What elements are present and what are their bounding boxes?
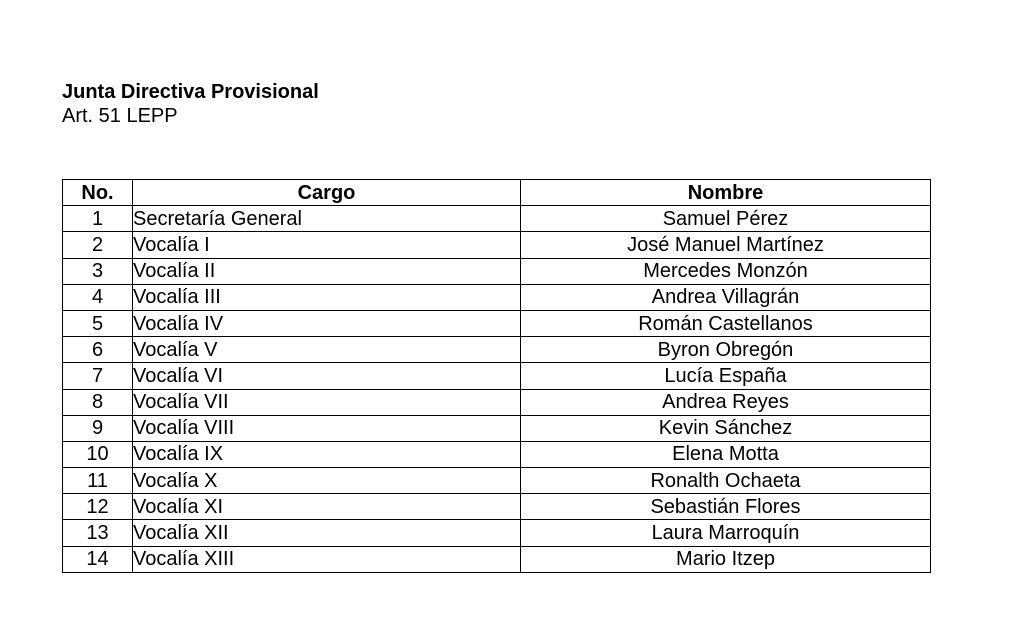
table-row: [63, 520, 931, 546]
cell-nombre: Byron Obregón: [521, 337, 931, 363]
cell-no: 4: [63, 284, 133, 310]
document-title: Junta Directiva Provisional: [62, 81, 319, 103]
cell-nombre: Andrea Villagrán: [521, 284, 931, 310]
table-row: [63, 284, 931, 310]
cell-nombre: Mercedes Monzón: [521, 258, 931, 284]
cell-cargo: Vocalía XII: [133, 520, 521, 546]
cell-nombre: Kevin Sánchez: [521, 415, 931, 441]
cell-cargo: Vocalía VIII: [133, 415, 521, 441]
cell-no: 9: [63, 415, 133, 441]
table-row: [63, 468, 931, 494]
cell-cargo: Vocalía VII: [133, 389, 521, 415]
table-row: [63, 363, 931, 389]
table-row: [63, 258, 931, 284]
board-table: [62, 179, 931, 573]
cell-nombre: Ronalth Ochaeta: [521, 468, 931, 494]
cell-no: 13: [63, 520, 133, 546]
table-row: [63, 232, 931, 258]
table-row: [63, 310, 931, 336]
table-header-row: [63, 180, 931, 206]
cell-cargo: Secretaría General: [133, 206, 521, 232]
cell-no: 10: [63, 441, 133, 467]
cell-cargo: Vocalía II: [133, 258, 521, 284]
table-row: [63, 206, 931, 232]
cell-no: 14: [63, 546, 133, 572]
cell-nombre: Samuel Pérez: [521, 206, 931, 232]
cell-cargo: Vocalía XI: [133, 494, 521, 520]
cell-cargo: Vocalía V: [133, 337, 521, 363]
table-row: [63, 389, 931, 415]
cell-no: 2: [63, 232, 133, 258]
cell-cargo: Vocalía XIII: [133, 546, 521, 572]
cell-nombre: Laura Marroquín: [521, 520, 931, 546]
header-no: No.: [63, 180, 133, 206]
cell-no: 5: [63, 310, 133, 336]
cell-cargo: Vocalía IX: [133, 441, 521, 467]
cell-no: 12: [63, 494, 133, 520]
table-row: [63, 441, 931, 467]
cell-nombre: José Manuel Martínez: [521, 232, 931, 258]
cell-nombre: Andrea Reyes: [521, 389, 931, 415]
header-nombre: Nombre: [521, 180, 931, 206]
cell-no: 7: [63, 363, 133, 389]
cell-no: 6: [63, 337, 133, 363]
cell-nombre: Lucía España: [521, 363, 931, 389]
cell-no: 11: [63, 468, 133, 494]
document-heading: [62, 80, 319, 128]
table-row: [63, 415, 931, 441]
cell-no: 3: [63, 258, 133, 284]
cell-nombre: Sebastián Flores: [521, 494, 931, 520]
cell-cargo: Vocalía I: [133, 232, 521, 258]
cell-no: 1: [63, 206, 133, 232]
table-row: [63, 494, 931, 520]
header-cargo: Cargo: [133, 180, 521, 206]
cell-cargo: Vocalía X: [133, 468, 521, 494]
cell-nombre: Elena Motta: [521, 441, 931, 467]
cell-nombre: Mario Itzep: [521, 546, 931, 572]
cell-nombre: Román Castellanos: [521, 310, 931, 336]
table-row: [63, 337, 931, 363]
table-row: [63, 546, 931, 572]
cell-cargo: Vocalía III: [133, 284, 521, 310]
cell-cargo: Vocalía IV: [133, 310, 521, 336]
cell-cargo: Vocalía VI: [133, 363, 521, 389]
document-subtitle: Art. 51 LEPP: [62, 105, 178, 127]
cell-no: 8: [63, 389, 133, 415]
